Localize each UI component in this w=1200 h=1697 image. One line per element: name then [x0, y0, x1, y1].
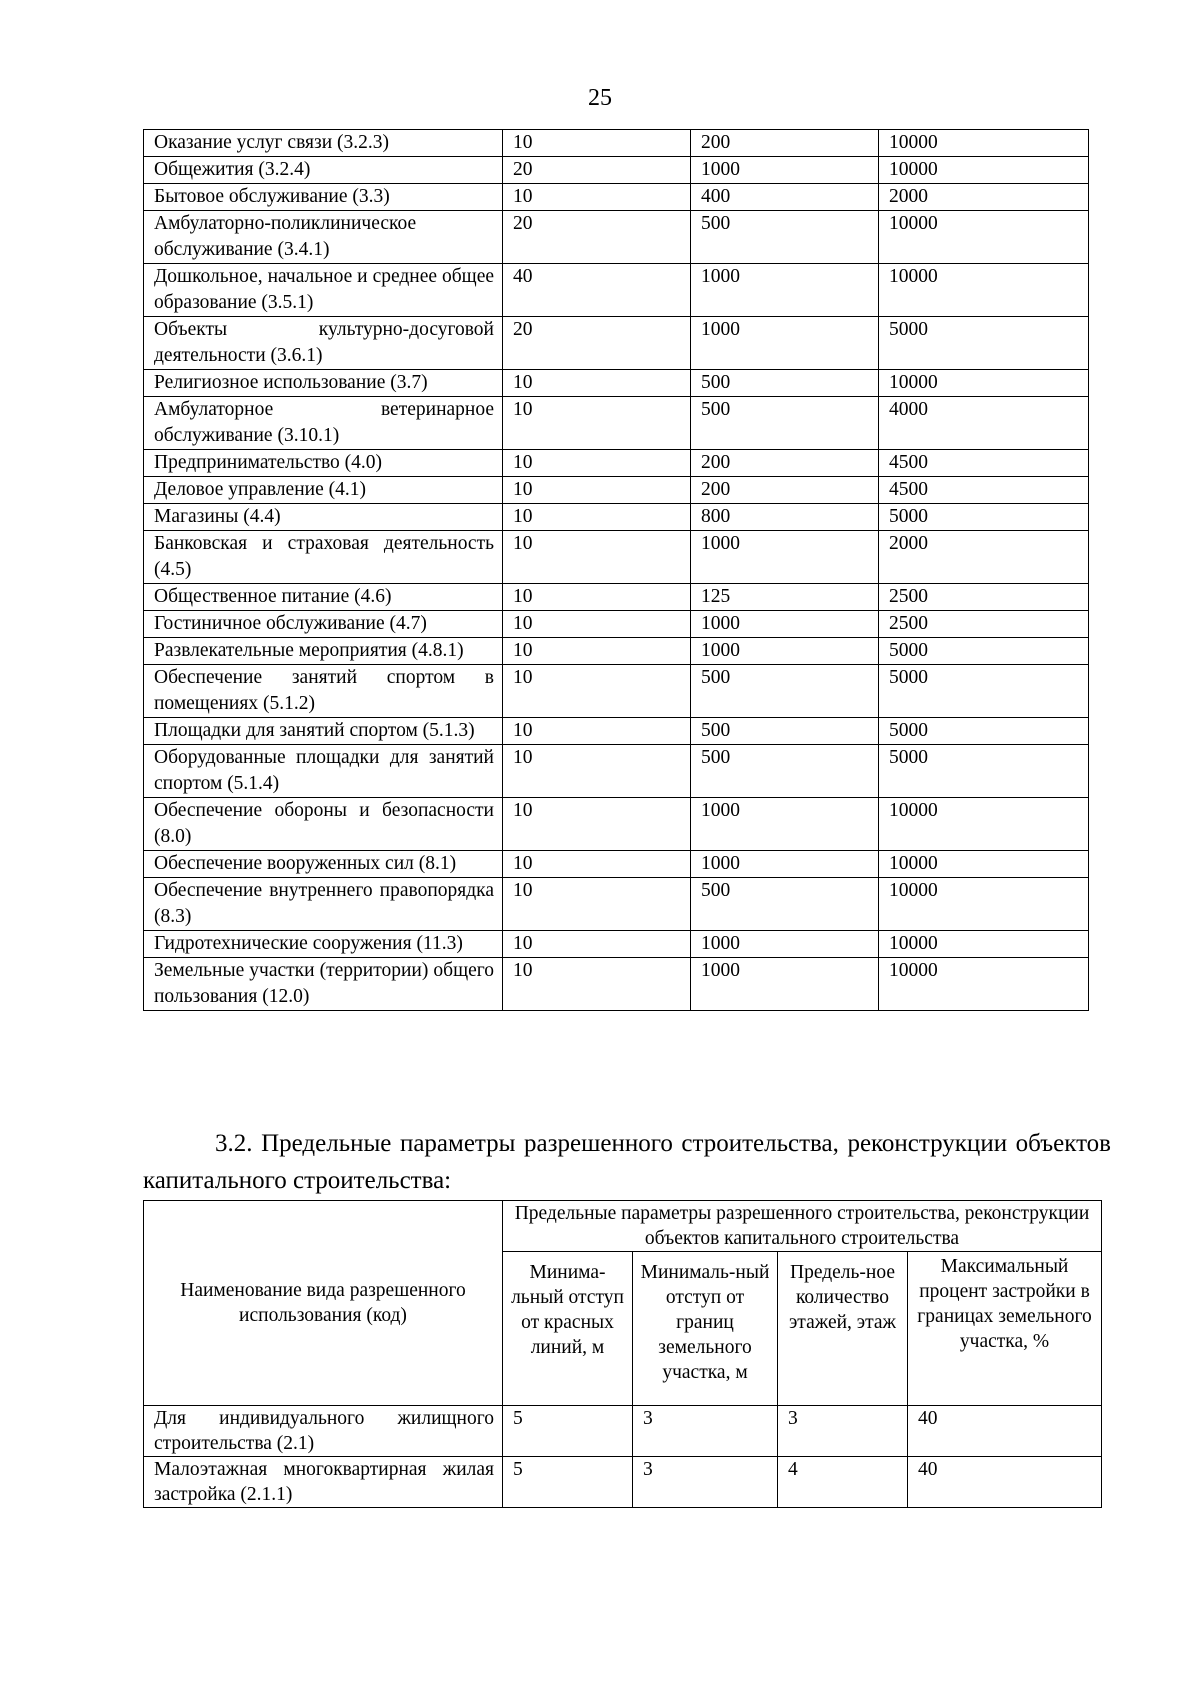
value-cell: 10	[503, 958, 691, 1011]
land-use-area-table-body	[144, 130, 1089, 1011]
use-type-cell: Бытовое обслуживание (3.3)	[144, 184, 503, 211]
use-type-cell: Оказание услуг связи (3.2.3)	[144, 130, 503, 157]
value-cell: 1000	[691, 958, 879, 1011]
construction-parameters-table-body	[144, 1406, 1102, 1508]
table-row	[144, 851, 1089, 878]
use-type-cell: Общественное питание (4.6)	[144, 584, 503, 611]
table-row	[144, 211, 1089, 264]
use-type-cell: Обеспечение внутреннего правопорядка (8.3)	[144, 878, 503, 931]
value-cell: 2500	[879, 611, 1089, 638]
value-cell: 10000	[879, 851, 1089, 878]
header-min-setback-red-lines: Минима-льный отступ от красных линий, м	[503, 1252, 633, 1406]
table-row	[144, 397, 1089, 450]
use-type-cell: Площадки для занятий спортом (5.1.3)	[144, 718, 503, 745]
value-cell: 1000	[691, 317, 879, 370]
value-cell: 10	[503, 397, 691, 450]
page-number: 25	[588, 85, 612, 111]
value-cell: 2000	[879, 531, 1089, 584]
use-type-cell: Обеспечение занятий спортом в помещениях (5.1.2)	[144, 665, 503, 718]
value-cell: 200	[691, 130, 879, 157]
table-row	[144, 1457, 1102, 1508]
value-cell: 500	[691, 370, 879, 397]
value-cell: 1000	[691, 638, 879, 665]
value-cell: 1000	[691, 798, 879, 851]
table-row	[144, 745, 1089, 798]
use-type-cell: Оборудованные площадки для занятий спортом (5.1.4)	[144, 745, 503, 798]
value-cell: 10000	[879, 878, 1089, 931]
table-row	[144, 584, 1089, 611]
value-cell: 1000	[691, 157, 879, 184]
table-row	[144, 531, 1089, 584]
value-cell: 5000	[879, 718, 1089, 745]
construction-parameters-table	[143, 1200, 1102, 1508]
value-cell: 10000	[879, 157, 1089, 184]
use-type-cell: Гидротехнические сооружения (11.3)	[144, 931, 503, 958]
value-cell: 10000	[879, 264, 1089, 317]
use-type-cell: Амбулаторно-поликлиническое обслуживание (3.4.1)	[144, 211, 503, 264]
table-row	[144, 370, 1089, 397]
use-type-cell: Объекты культурно-досуговой деятельности (3.6.1)	[144, 317, 503, 370]
table-row	[144, 718, 1089, 745]
value-cell: 10	[503, 584, 691, 611]
table-row	[144, 504, 1089, 531]
value-cell: 4	[778, 1457, 908, 1508]
use-type-cell: Развлекательные мероприятия (4.8.1)	[144, 638, 503, 665]
value-cell: 10000	[879, 798, 1089, 851]
table-row	[144, 450, 1089, 477]
use-type-cell: Малоэтажная многоквартирная жилая застройка (2.1.1)	[144, 1457, 503, 1508]
value-cell: 4500	[879, 477, 1089, 504]
table-row	[144, 958, 1089, 1011]
use-type-cell: Предпринимательство (4.0)	[144, 450, 503, 477]
use-type-cell: Деловое управление (4.1)	[144, 477, 503, 504]
value-cell: 1000	[691, 264, 879, 317]
value-cell: 10000	[879, 370, 1089, 397]
value-cell: 40	[908, 1457, 1102, 1508]
table-row	[144, 130, 1089, 157]
value-cell: 400	[691, 184, 879, 211]
value-cell: 10000	[879, 130, 1089, 157]
value-cell: 200	[691, 450, 879, 477]
table-row	[144, 665, 1089, 718]
value-cell: 10	[503, 130, 691, 157]
value-cell: 500	[691, 745, 879, 798]
use-type-cell: Гостиничное обслуживание (4.7)	[144, 611, 503, 638]
table-row	[144, 184, 1089, 211]
use-type-cell: Общежития (3.2.4)	[144, 157, 503, 184]
use-type-cell: Амбулаторное ветеринарное обслуживание (3.10.1)	[144, 397, 503, 450]
value-cell: 10	[503, 878, 691, 931]
value-cell: 1000	[691, 931, 879, 958]
value-cell: 4000	[879, 397, 1089, 450]
value-cell: 5000	[879, 638, 1089, 665]
use-type-cell: Банковская и страховая деятельность (4.5)	[144, 531, 503, 584]
value-cell: 1000	[691, 531, 879, 584]
value-cell: 125	[691, 584, 879, 611]
table-row	[144, 264, 1089, 317]
land-use-area-table	[143, 129, 1089, 1011]
value-cell: 3	[633, 1457, 778, 1508]
value-cell: 20	[503, 157, 691, 184]
value-cell: 20	[503, 317, 691, 370]
value-cell: 2000	[879, 184, 1089, 211]
header-max-floors: Предель-ное количество этажей, этаж	[778, 1252, 908, 1406]
value-cell: 5	[503, 1457, 633, 1508]
use-type-cell: Обеспечение вооруженных сил (8.1)	[144, 851, 503, 878]
value-cell: 20	[503, 211, 691, 264]
value-cell: 10000	[879, 931, 1089, 958]
value-cell: 10	[503, 531, 691, 584]
value-cell: 10	[503, 611, 691, 638]
header-limit-parameters: Предельные параметры разрешенного строительства, реконструкции объектов капитального строительства	[503, 1201, 1102, 1252]
table-row	[144, 157, 1089, 184]
value-cell: 1000	[691, 851, 879, 878]
section-heading: 3.2. Предельные параметры разрешенного строительства, реконструкции объектов капитального строительства:	[143, 1130, 1111, 1194]
table-row	[144, 798, 1089, 851]
header-row-top	[144, 1201, 1102, 1252]
value-cell: 5	[503, 1406, 633, 1457]
header-use-type: Наименование вида разрешенного использования (код)	[144, 1201, 503, 1406]
value-cell: 10	[503, 477, 691, 504]
table-row	[144, 477, 1089, 504]
value-cell: 500	[691, 665, 879, 718]
value-cell: 500	[691, 397, 879, 450]
value-cell: 40	[908, 1406, 1102, 1457]
value-cell: 10	[503, 931, 691, 958]
value-cell: 500	[691, 878, 879, 931]
value-cell: 10	[503, 665, 691, 718]
table-row	[144, 878, 1089, 931]
value-cell: 10	[503, 745, 691, 798]
value-cell: 10	[503, 184, 691, 211]
use-type-cell: Для индивидуального жилищного строительства (2.1)	[144, 1406, 503, 1457]
value-cell: 10	[503, 798, 691, 851]
value-cell: 1000	[691, 611, 879, 638]
value-cell: 40	[503, 264, 691, 317]
table-row	[144, 317, 1089, 370]
value-cell: 10000	[879, 211, 1089, 264]
value-cell: 3	[778, 1406, 908, 1457]
header-min-setback-plot-boundary: Минималь-ный отступ от границ земельного участка, м	[633, 1252, 778, 1406]
table-row	[144, 611, 1089, 638]
use-type-cell: Обеспечение обороны и безопасности (8.0)	[144, 798, 503, 851]
value-cell: 5000	[879, 317, 1089, 370]
value-cell: 5000	[879, 504, 1089, 531]
value-cell: 10	[503, 450, 691, 477]
value-cell: 5000	[879, 745, 1089, 798]
value-cell: 10	[503, 638, 691, 665]
table-row	[144, 638, 1089, 665]
value-cell: 500	[691, 718, 879, 745]
value-cell: 3	[633, 1406, 778, 1457]
value-cell: 10000	[879, 958, 1089, 1011]
header-max-coverage-percent: Максимальный процент застройки в границах земельного участка, %	[908, 1252, 1102, 1406]
use-type-cell: Магазины (4.4)	[144, 504, 503, 531]
value-cell: 4500	[879, 450, 1089, 477]
value-cell: 200	[691, 477, 879, 504]
table-row	[144, 931, 1089, 958]
use-type-cell: Религиозное использование (3.7)	[144, 370, 503, 397]
value-cell: 10	[503, 851, 691, 878]
value-cell: 10	[503, 370, 691, 397]
use-type-cell: Дошкольное, начальное и среднее общее образование (3.5.1)	[144, 264, 503, 317]
value-cell: 10	[503, 718, 691, 745]
value-cell: 2500	[879, 584, 1089, 611]
value-cell: 800	[691, 504, 879, 531]
table-row	[144, 1406, 1102, 1457]
value-cell: 10	[503, 504, 691, 531]
value-cell: 5000	[879, 665, 1089, 718]
value-cell: 500	[691, 211, 879, 264]
use-type-cell: Земельные участки (территории) общего пользования (12.0)	[144, 958, 503, 1011]
